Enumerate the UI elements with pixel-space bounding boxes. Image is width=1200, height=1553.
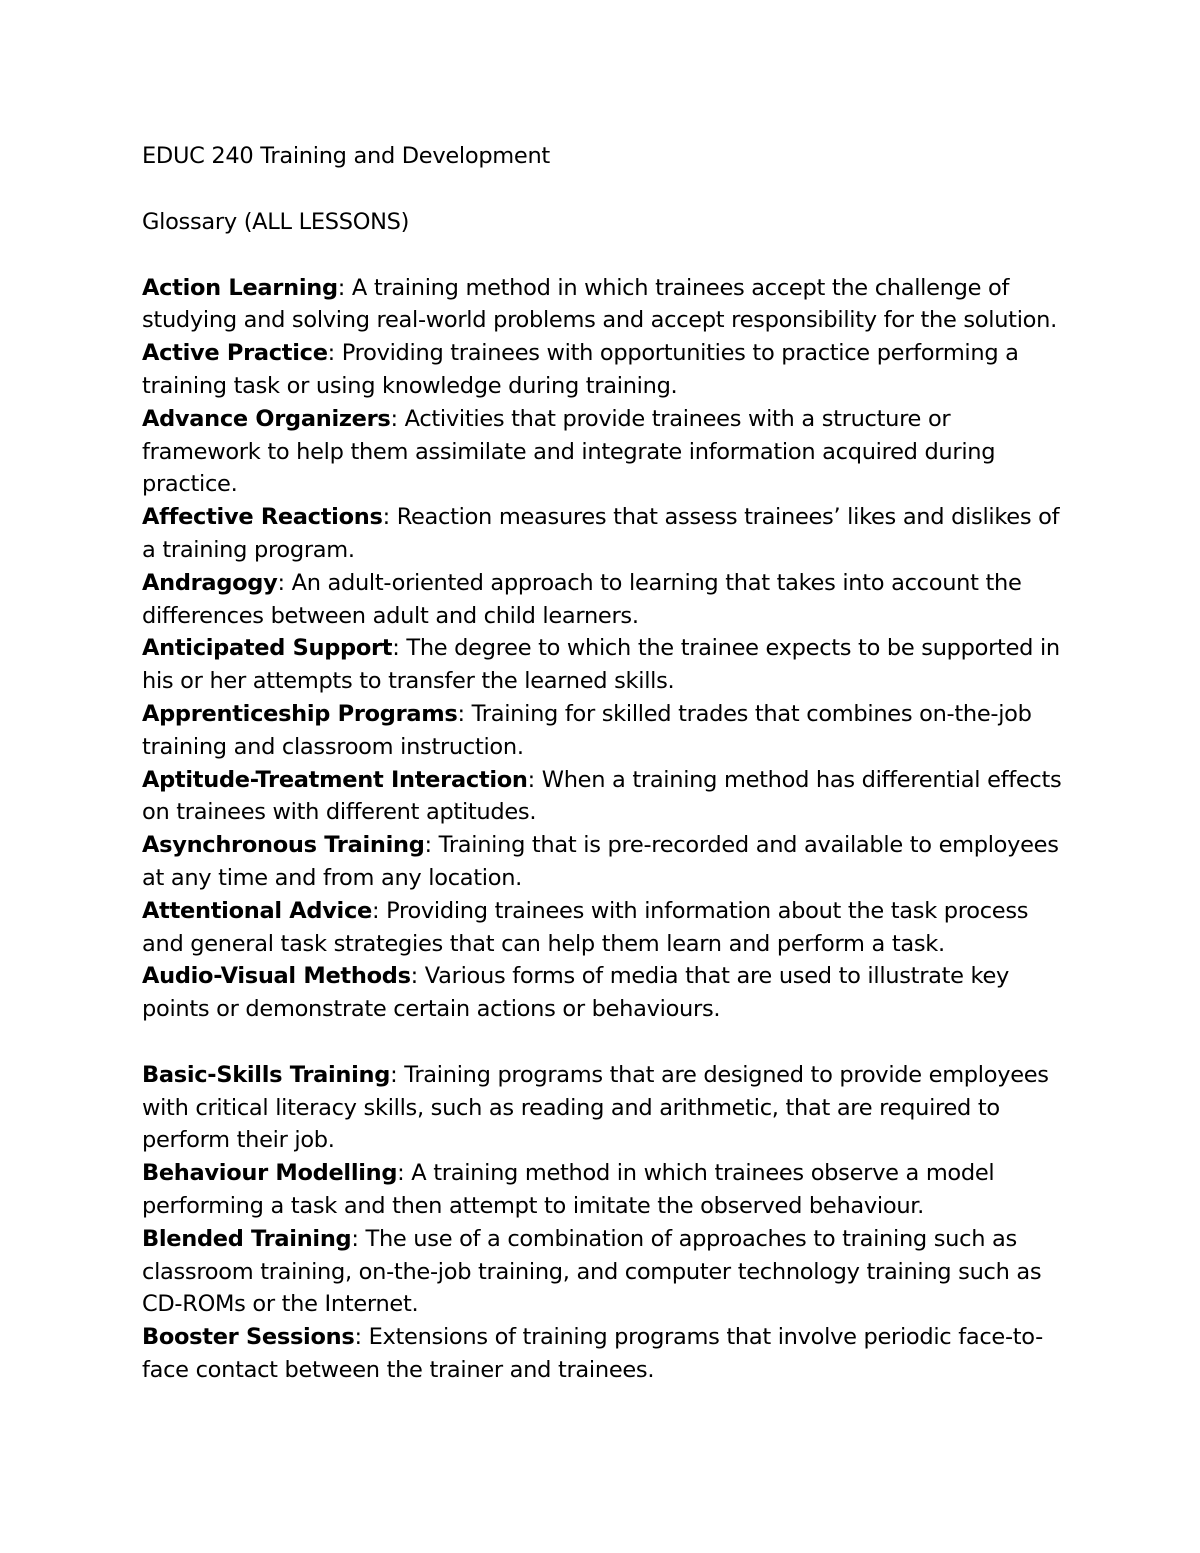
glossary-entry <box>142 1321 1062 1387</box>
glossary-definition: : Activities that provide trainees with a structure or framework to help them assimilate and integrate information acquired during practice. <box>142 405 996 498</box>
document-title: EDUC 240 Training and Development <box>142 143 550 169</box>
glossary-term: Behaviour Modelling <box>142 1160 398 1187</box>
glossary-entry <box>142 829 1062 895</box>
glossary-entry <box>142 764 1062 830</box>
glossary-entry <box>142 960 1062 1026</box>
glossary-entry <box>142 337 1062 403</box>
glossary-term: Anticipated Support <box>142 635 393 662</box>
glossary-term: Andragogy <box>142 569 278 596</box>
glossary-entry <box>142 632 1062 698</box>
glossary-entry <box>142 698 1062 764</box>
glossary-entry <box>142 1059 1062 1157</box>
glossary-entry <box>142 501 1062 567</box>
glossary-definition: : Training for skilled trades that combines on-the-job training and classroom instruction. <box>142 700 1032 760</box>
glossary-definition: : Various forms of media that are used to illustrate key points or demonstrate certain actions or behaviours. <box>142 963 1010 1023</box>
glossary-term: Action Learning <box>142 274 338 301</box>
glossary-term: Apprenticeship Programs <box>142 700 458 727</box>
document-subtitle: Glossary (ALL LESSONS) <box>142 208 410 235</box>
glossary-term: Booster Sessions <box>142 1324 355 1351</box>
glossary-term: Basic-Skills Training <box>142 1061 391 1088</box>
glossary-definition: : The use of a combination of approaches to training such as classroom training, on-the-job training, and computer technology training such as CD-ROMs or the Internet. <box>142 1225 1042 1318</box>
glossary-term: Advance Organizers <box>142 405 391 432</box>
glossary-definition: : When a training method has differential effects on trainees with different aptitudes. <box>142 766 1062 826</box>
glossary-definition: : Training programs that are designed to provide employees with critical literacy skills, such as reading and arithmetic, that are required to perform their job. <box>142 1061 1049 1154</box>
glossary-entry <box>142 895 1062 961</box>
glossary-definition: : Training that is pre-recorded and available to employees at any time and from any location. <box>142 832 1059 891</box>
glossary-entry <box>142 567 1062 633</box>
glossary-definition: : An adult-oriented approach to learning that takes into account the differences between adult and child learners. <box>142 569 1022 629</box>
glossary-term: Asynchronous Training <box>142 832 425 859</box>
glossary-entry <box>142 1223 1062 1321</box>
glossary-definition: : Providing trainees with opportunities to practice performing a training task or using knowledge during training. <box>142 340 1019 399</box>
glossary-definition: : A training method in which trainees accept the challenge of studying and solving real-world problems and accept responsibility for the solution. <box>142 274 1057 334</box>
glossary-term: Blended Training <box>142 1225 352 1252</box>
glossary <box>142 272 1062 1387</box>
glossary-section-b <box>142 1059 1062 1387</box>
glossary-definition: : Extensions of training programs that involve periodic face-to-face contact between the trainer and trainees. <box>142 1324 1043 1383</box>
document-page <box>142 140 1062 1387</box>
glossary-definition: : Reaction measures that assess trainees’ likes and dislikes of a training program. <box>142 504 1060 563</box>
glossary-definition: : Providing trainees with information about the task process and general task strategies that can help them learn and perform a task. <box>142 897 1029 957</box>
glossary-entry <box>142 1157 1062 1223</box>
section-spacer <box>142 1026 1062 1059</box>
glossary-entry <box>142 403 1062 501</box>
glossary-term: Active Practice <box>142 340 328 367</box>
glossary-definition: : A training method in which trainees observe a model performing a task and then attempt to imitate the observed behaviour. <box>142 1160 995 1219</box>
glossary-definition: : The degree to which the trainee expects to be supported in his or her attempts to transfer the learned skills. <box>142 635 1060 695</box>
glossary-term: Attentional Advice <box>142 897 372 924</box>
glossary-entry <box>142 272 1062 338</box>
glossary-term: Affective Reactions <box>142 504 383 531</box>
glossary-term: Aptitude-Treatment Interaction <box>142 766 528 793</box>
glossary-term: Audio-Visual Methods <box>142 963 411 990</box>
glossary-section-a <box>142 272 1062 1026</box>
